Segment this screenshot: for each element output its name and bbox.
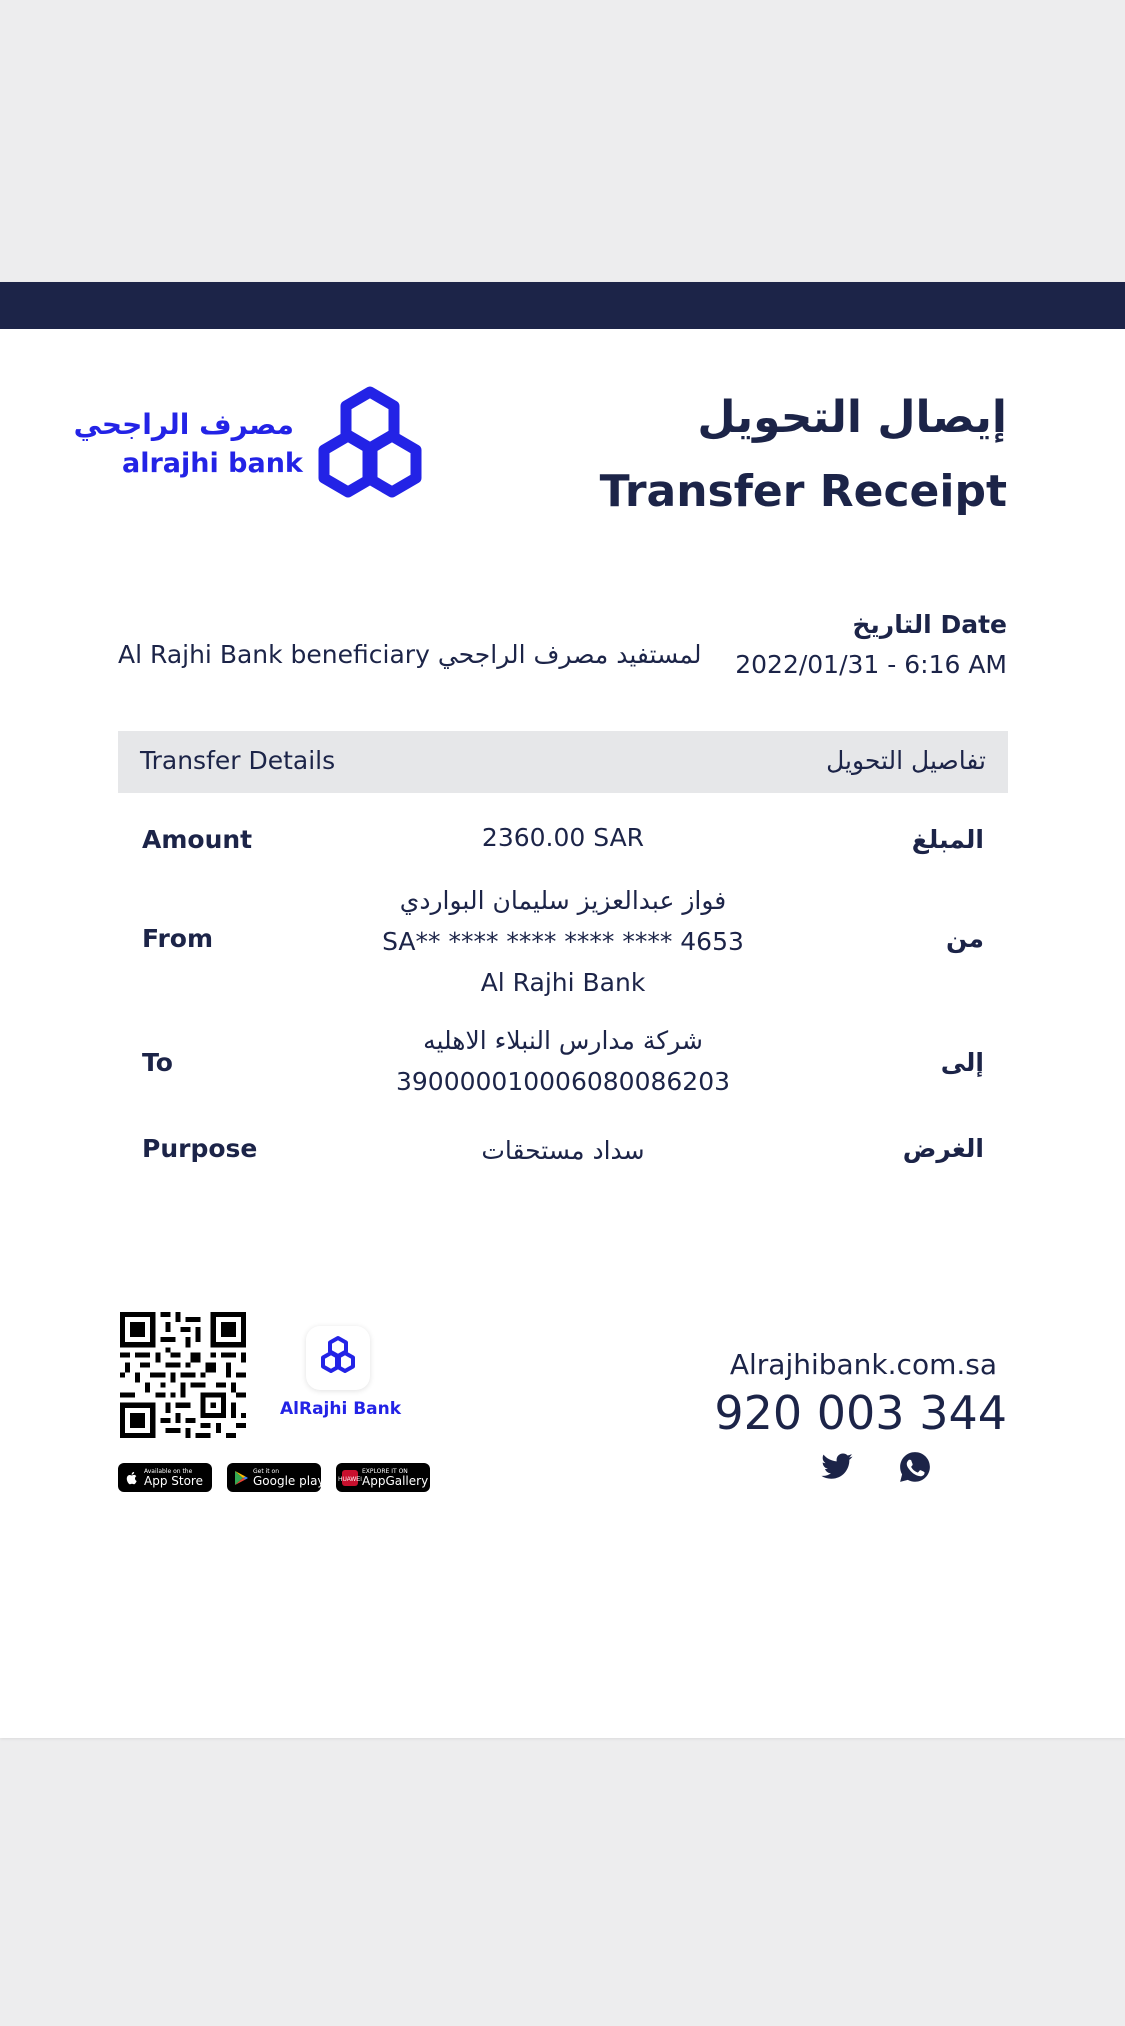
app-gallery-badge[interactable] [336, 1463, 430, 1492]
detail-label-english: Amount [142, 825, 253, 854]
app-icon[interactable] [306, 1326, 370, 1390]
phone-number[interactable]: 920 003 344 [714, 1386, 1007, 1440]
bank-name-arabic: مصرف الراجحي [73, 408, 294, 441]
twitter-icon[interactable] [820, 1450, 854, 1484]
transfer-details-title-arabic: تفاصيل التحويل [826, 746, 986, 775]
whatsapp-icon[interactable] [898, 1450, 932, 1484]
detail-value-line: شركة مدارس النبلاء الاهليه [423, 1026, 703, 1055]
badge-small-text: EXPLORE IT ON [362, 1467, 408, 1475]
detail-label-english: From [142, 924, 214, 953]
svg-text:HUAWEI: HUAWEI [338, 1476, 362, 1483]
app-name-label: AlRajhi Bank [280, 1399, 402, 1419]
detail-value-line: Al Rajhi Bank [480, 968, 646, 997]
badge-store-name: AppGallery [362, 1473, 429, 1488]
detail-value-line: 390000010006080086203 [395, 1067, 731, 1096]
google-play-badge[interactable] [227, 1463, 325, 1492]
date-value: 2022/01/31 - 6:16 AM [735, 650, 1007, 679]
detail-value [308, 1130, 818, 1171]
detail-label-arabic: المبلغ [911, 825, 984, 854]
detail-value [308, 1020, 818, 1102]
detail-row-from [118, 880, 1008, 1006]
bank-logo-icon [310, 386, 430, 502]
detail-value [308, 880, 818, 1003]
website-link[interactable]: Alrajhibank.com.sa [729, 1348, 997, 1381]
detail-row-purpose [118, 1130, 1008, 1180]
detail-label-english: Purpose [142, 1134, 258, 1163]
apple-icon [124, 1470, 140, 1486]
huawei-icon [338, 1470, 362, 1486]
transfer-details-title-english: Transfer Details [140, 746, 336, 775]
detail-value-line: 2360.00 SAR [481, 823, 645, 852]
detail-value [308, 817, 818, 858]
receipt-top-bar [0, 282, 1125, 329]
detail-value-line: فواز عبدالعزيز سليمان البواردي [399, 886, 727, 915]
date-label: التاريخ Date [852, 610, 1007, 639]
detail-value-line: SA** **** **** **** **** 4653 [382, 927, 744, 956]
badge-small-text: Available on the [144, 1467, 193, 1475]
qr-code[interactable] [120, 1312, 246, 1438]
badge-store-name: Google play [253, 1473, 325, 1488]
transfer-details-header [118, 731, 1008, 793]
beneficiary-type: Al Rajhi Bank beneficiary لمستفيد مصرف الراجحي [118, 640, 702, 669]
google-play-icon [233, 1470, 249, 1486]
detail-label-arabic: إلى [940, 1048, 984, 1077]
app-store-badge[interactable] [118, 1463, 212, 1492]
badge-small-text: Get it on [253, 1467, 280, 1475]
detail-value-line: سداد مستحقات [481, 1136, 645, 1165]
receipt-card [0, 282, 1125, 1738]
receipt-title-english: Transfer Receipt [599, 466, 1007, 517]
bank-name-english: alrajhi bank [122, 448, 303, 479]
detail-row-amount [118, 817, 1008, 867]
receipt-title-arabic: إيصال التحويل [697, 392, 1007, 443]
detail-row-to [118, 1020, 1008, 1104]
detail-label-arabic: الغرض [902, 1134, 984, 1163]
bank-logo [73, 386, 438, 506]
detail-label-english: To [142, 1048, 173, 1077]
detail-label-arabic: من [946, 924, 984, 953]
badge-store-name: App Store [144, 1473, 203, 1488]
bank-logo-icon [306, 1326, 370, 1390]
